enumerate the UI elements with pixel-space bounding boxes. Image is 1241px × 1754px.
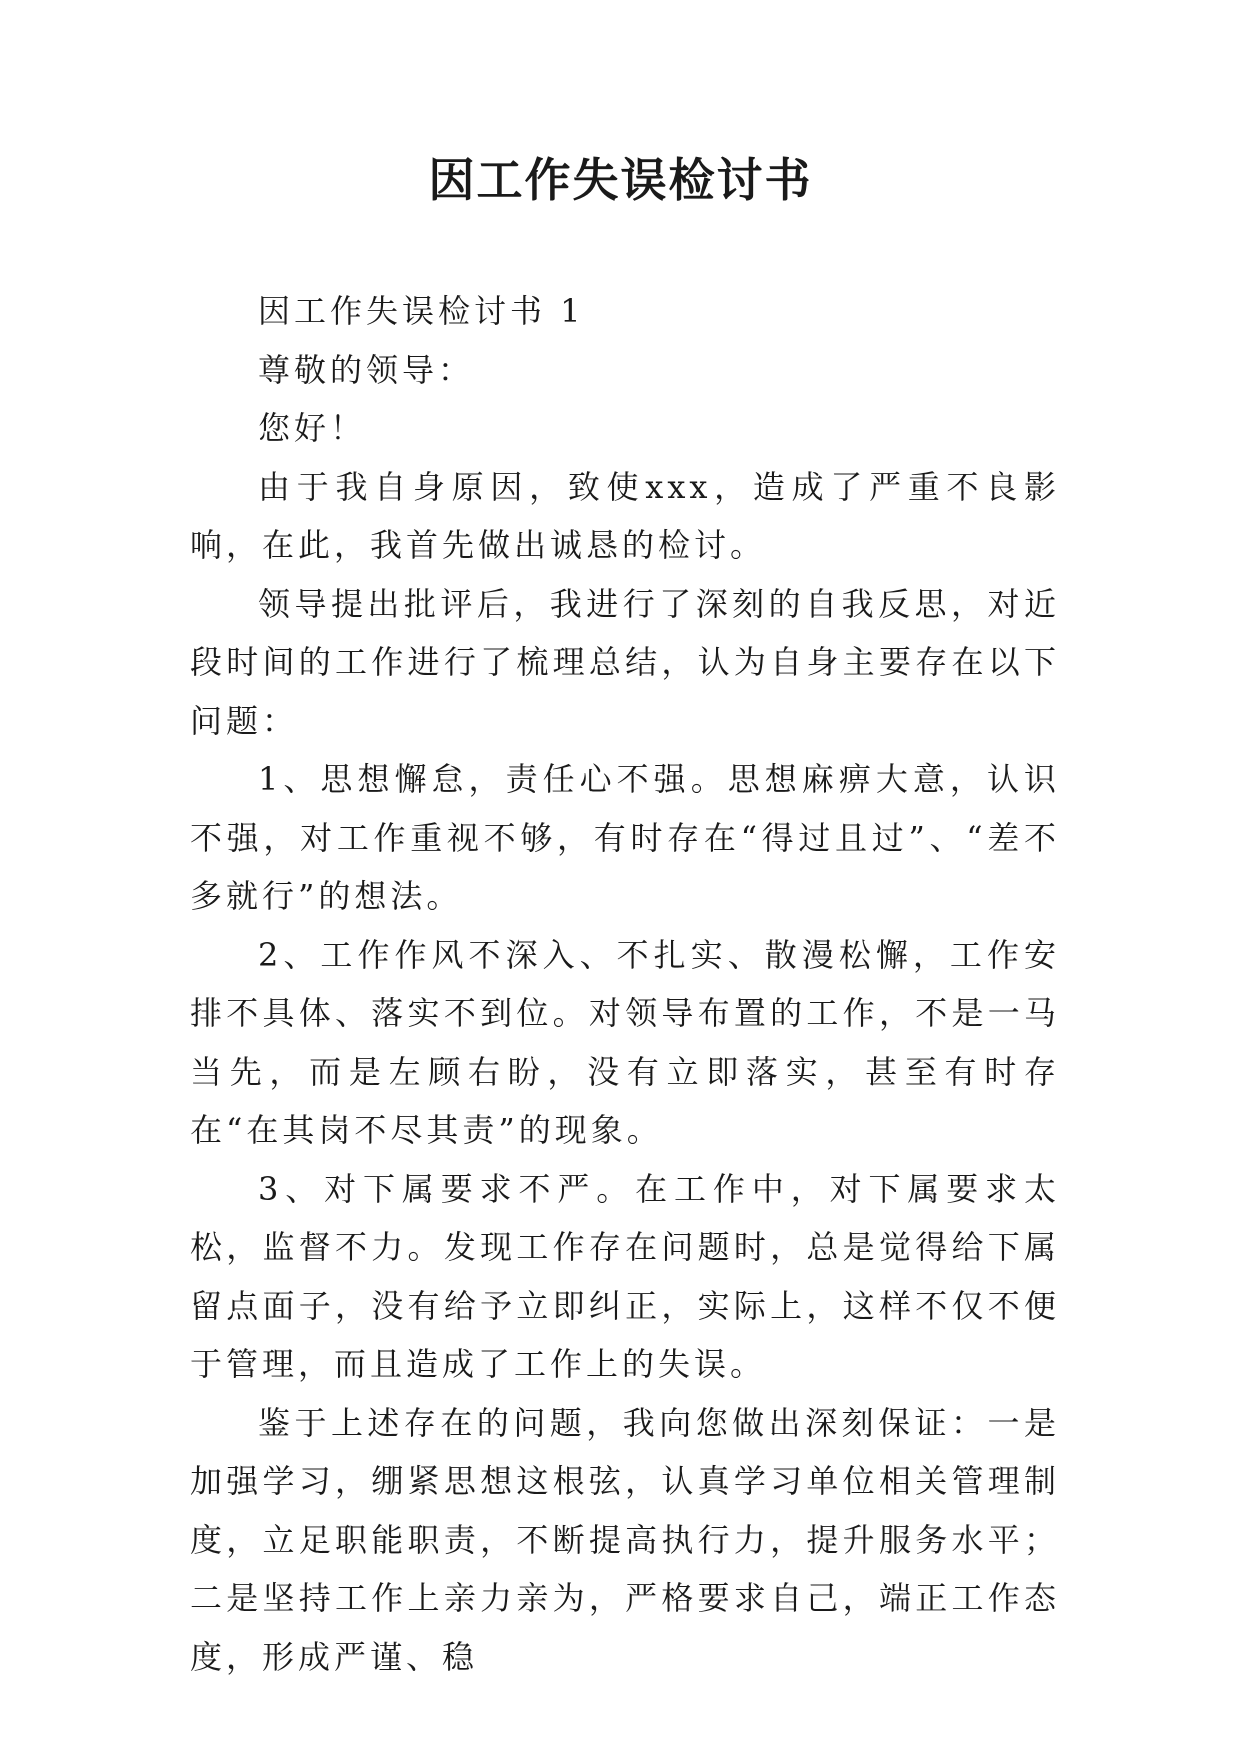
greeting: 您好！ <box>258 409 367 447</box>
paragraph-issue-2: 2、工作作风不深入、不扎实、散漫松懈，工作安排不具体、落实不到位。对领导布置的工作，不是一马当先，而是左顾右盼，没有立即落实，甚至有时存在“在其岗不尽其责”的现象。 <box>190 935 1060 1149</box>
document-body <box>190 282 1060 1686</box>
document-title: 因工作失误检讨书 <box>428 153 813 207</box>
paragraph-intro: 由于我自身原因，致使xxx，造成了严重不良影响，在此，我首先做出诚恳的检讨。 <box>190 467 1060 564</box>
paragraph-issue-1: 1、思想懈怠，责任心不强。思想麻痹大意，认识不强，对工作重视不够，有时存在“得过且过”、“差不多就行”的想法。 <box>190 760 1060 915</box>
paragraph-reflection: 领导提出批评后，我进行了深刻的自我反思，对近段时间的工作进行了梳理总结，认为自身主要存在以下问题： <box>190 584 1060 740</box>
salutation: 尊敬的领导： <box>258 350 475 389</box>
paragraph-issue-3: 3、对下属要求不严。在工作中，对下属要求太松，监督不力。发现工作存在问题时，总是觉得给下属留点面子，没有给予立即纠正，实际上，这样不仅不便于管理，而且造成了工作上的失误。 <box>190 1169 1060 1383</box>
section-heading: 因工作失误检讨书 1 <box>258 292 585 330</box>
paragraph-commitment: 鉴于上述存在的问题，我向您做出深刻保证：一是加强学习，绷紧思想这根弦，认真学习单位相关管理制度，立足职能职责，不断提高执行力，提升服务水平；二是坚持工作上亲力亲为，严格要求自己，端正工作态度，形成严谨、稳 <box>190 1403 1060 1676</box>
